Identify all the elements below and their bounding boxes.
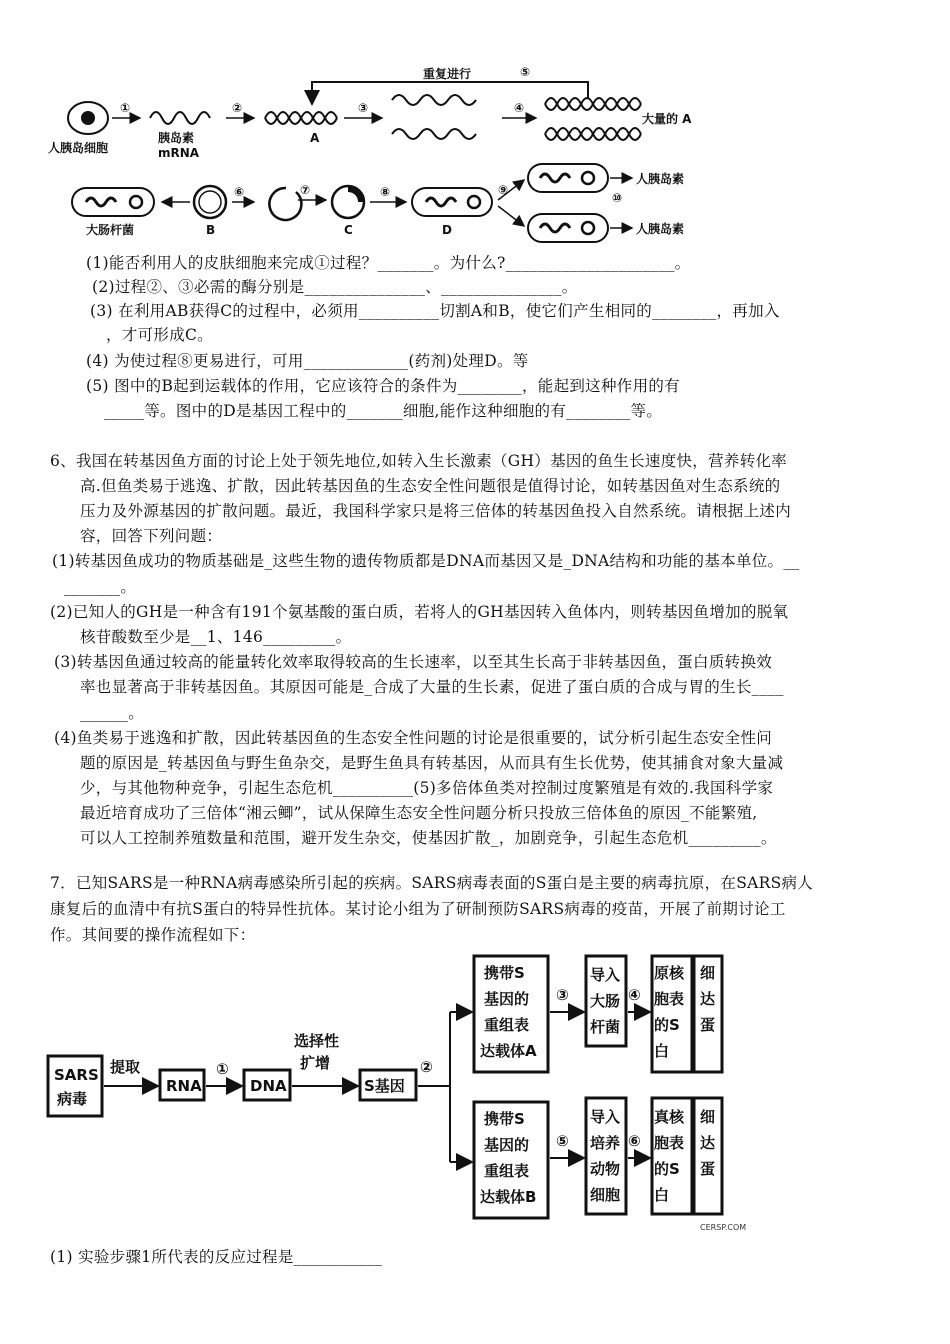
select-label-1: 选择性 (294, 1032, 340, 1050)
q6-p3b: 率也显著高于非转基因鱼。其原因可能是_合成了大量的生长素，促进了蛋白质的合成与胃的生长____ (80, 678, 784, 696)
q6-p4d: 最近培育成功了三倍体“湘云鲫”，试从保障生态安全性问题分析只投放三倍体鱼的原因_不能繁殖, (80, 804, 758, 822)
step10-label: ⑩ (612, 191, 623, 205)
sars-flow-diagram (40, 946, 760, 1236)
sars-box-line2: 病毒 (57, 1090, 88, 1108)
q6-line4: 容，回答下列问题： (80, 527, 223, 545)
q5-line1: (1)能否利用人的皮肤细胞来完成①过程？_______。为什么?_____________________。 (86, 254, 691, 272)
prokaryote-line1: 原核 (654, 964, 685, 982)
flow-step2-label: ② (420, 1058, 433, 1076)
vector-a-line3: 重组表 (484, 1016, 530, 1034)
sars-box-line1: SARS (54, 1066, 99, 1084)
ecoli-plasmid (130, 196, 142, 208)
ecoli-line3: 杆菌 (590, 1018, 621, 1036)
vector-a-line1: 携带S (484, 964, 525, 982)
vector-b-line3: 重组表 (484, 1162, 530, 1180)
cell-nucleus (81, 111, 95, 125)
mrna-strand (150, 112, 210, 124)
cell-top-dna (540, 174, 570, 182)
eukaryote-line3: 的S (654, 1160, 680, 1178)
step4-label: ④ (514, 101, 525, 115)
eukaryote-right-line3: 蛋 (700, 1160, 716, 1178)
prokaryote-right-line2: 达 (700, 990, 716, 1008)
vector-a-line2: 基因的 (484, 990, 530, 1008)
select-label-2: 扩增 (300, 1054, 331, 1072)
flow-step5-label: ⑤ (556, 1132, 569, 1150)
flow-step4-label: ④ (628, 986, 641, 1004)
opened-plasmid (269, 188, 301, 220)
prokaryote-line3: 的S (654, 1016, 680, 1034)
q5-line2: (2)过程②、③必需的酶分别是_______________、_______________。 (92, 278, 578, 296)
prokaryote-right-line3: 蛋 (700, 1016, 716, 1034)
b-label: B (206, 223, 216, 237)
step9-label: ⑨ (498, 183, 509, 197)
human-cell-label: 人胰岛细胞 (48, 141, 109, 155)
step3-label: ③ (358, 101, 369, 115)
q6-p1a: (1)转基因鱼成功的物质基础是_这些生物的遗传物质都是DNA而基因又是_DNA结构和功能的基本单位。__ (52, 552, 800, 570)
eukaryote-line1: 真核 (654, 1108, 685, 1126)
single-strand-1 (392, 95, 476, 105)
q6-p3c: ______。 (80, 704, 145, 722)
arrow-9b (498, 206, 524, 226)
mrna-label-1: 胰岛素 (158, 131, 195, 145)
cell-bottom-dna (540, 224, 570, 232)
mrna-label-2: mRNA (158, 146, 200, 160)
q6-p3a: (3)转基因鱼通过较高的能量转化效率取得较高的生长速率，以至其生长高于非转基因鱼，蛋白质转换效 (54, 653, 773, 671)
vector-b-line1: 携带S (484, 1110, 525, 1128)
ecoli-dna (86, 198, 116, 206)
ecoli-line1: 导入 (590, 966, 621, 984)
vector-a-line4: 达载体A (480, 1042, 537, 1060)
flow-step6-label: ⑥ (628, 1132, 641, 1150)
animal-line4: 细胞 (590, 1186, 621, 1204)
q6-p1b: _______。 (64, 578, 137, 596)
q7-line2: 康复后的血清中有抗S蛋白的特异性抗体。某讨论小组为了研制预防SARS病毒的疫苗，开展了前期讨论工 (50, 900, 786, 918)
flow-step1-label: ① (216, 1060, 229, 1078)
step2-label: ② (232, 101, 243, 115)
cell-bottom-plasmid (582, 222, 594, 234)
q7-line1: 7．已知SARS是一种RNA病毒感染所引起的疾病。SARS病毒表面的S蛋白是主要的病毒抗原，在SARS病人 (50, 874, 814, 892)
d-label: D (442, 223, 452, 237)
eukaryote-right-line1: 细 (700, 1108, 716, 1126)
a-label: A (310, 131, 320, 145)
prokaryote-line4: 白 (654, 1042, 670, 1060)
dna-label: DNA (250, 1077, 287, 1095)
step5-label: ⑤ (520, 65, 531, 79)
q5-line4: ，才可形成C。 (106, 326, 213, 344)
step7-label: ⑦ (300, 183, 311, 197)
q6-p2b: 核苷酸数至少是__1、146_________。 (80, 628, 352, 646)
plasmid-b-inner (199, 191, 221, 213)
recombinant-c-insert (348, 186, 364, 202)
animal-line1: 导入 (590, 1108, 621, 1126)
animal-line2: 培养 (590, 1134, 621, 1152)
q6-line3: 压力及外源基因的扩散问题。最近，我国科学家只是将三倍体的转基因鱼投入自然系统。请根据上述内 (80, 502, 792, 520)
c-label: C (344, 223, 353, 237)
prokaryote-line2: 胞表 (654, 990, 685, 1008)
single-strand-2 (392, 129, 476, 139)
q6-line2: 高.但鱼类易于逃逸、扩散，因此转基因鱼的生态安全性问题很是值得讨论，如转基因鱼对生态系统的 (80, 477, 781, 495)
flow-step3-label: ③ (556, 986, 569, 1004)
cell-d-plasmid (468, 196, 480, 208)
q6-p2a: (2)已知人的GH是一种含有191个氨基酸的蛋白质，若将人的GH基因转入鱼体内，则转基因鱼增加的脱氧 (50, 603, 789, 621)
vector-b-line4: 达载体B (480, 1188, 537, 1206)
q6-p4b: 题的原因是_转基因鱼与野生鱼杂交，是野生鱼具有转基因，从而具有生长优势，使其捕食对象大量减 (80, 754, 784, 772)
many-a-label: 大量的 A (642, 112, 692, 126)
q7-line3: 作。其间要的操作流程如下： (50, 926, 256, 944)
insulin-diagram (40, 60, 720, 250)
q5-line7: _____等。图中的D是基因工程中的_______细胞,能作这种细胞的有________等。 (104, 402, 663, 420)
ecoli-line2: 大肠 (590, 992, 621, 1010)
vector-b-line2: 基因的 (484, 1136, 530, 1154)
step8-label: ⑧ (380, 185, 391, 199)
cell-top-plasmid (582, 172, 594, 184)
q6-line1: 6、我国在转基因鱼方面的讨论上处于领先地位,如转入生长激素（GH）基因的鱼生长速度快，营养转化率 (50, 452, 788, 470)
eukaryote-right-line2: 达 (700, 1134, 716, 1152)
cell-d-dna (426, 198, 456, 206)
insulin1-label: 人胰岛素 (636, 172, 685, 186)
q6-p4e: 可以人工控制养殖数量和范围，避开发生杂交，使基因扩散_，加剧竞争，引起生态危机_________。 (80, 829, 777, 847)
ecoli-label: 大肠杆菌 (86, 223, 135, 237)
insulin2-label: 人胰岛素 (636, 222, 685, 236)
extract-label: 提取 (110, 1058, 141, 1076)
animal-line3: 动物 (590, 1160, 621, 1178)
q5-line6: (5) 图中的B起到运载体的作用，它应该符合的条件为________，能起到这种作用的有 (86, 377, 680, 395)
q5-line5: (4) 为使过程⑧更易进行，可用_____________(药剂)处理D。等 (86, 352, 529, 370)
s-gene-label: S基因 (364, 1077, 405, 1095)
rna-label: RNA (166, 1077, 202, 1095)
q6-p4c: 少，与其他物种竞争，引起生态危机__________(5)多倍体鱼类对控制过度繁殖是有效的.我国科学家 (80, 779, 774, 797)
eukaryote-line2: 胞表 (654, 1134, 685, 1152)
step6-label: ⑥ (234, 185, 245, 199)
repeat-label: 重复进行 (423, 67, 472, 81)
dna-a-strand2 (265, 112, 337, 124)
eukaryote-line4: 白 (654, 1186, 670, 1204)
step1-label: ① (120, 101, 131, 115)
q6-p4a: (4)鱼类易于逃逸和扩散，因此转基因鱼的生态安全性问题的讨论是很重要的，试分析引起生态安全性问 (54, 729, 773, 747)
q7-question1: (1) 实验步骤1所代表的反应过程是___________ (50, 1248, 383, 1266)
watermark: CERSP.COM (700, 1223, 747, 1232)
prokaryote-right-line1: 细 (700, 964, 716, 982)
q5-line3: (3) 在利用AB获得C的过程中，必须用__________切割A和B，使它们产生相同的________，再加入 (90, 302, 780, 320)
